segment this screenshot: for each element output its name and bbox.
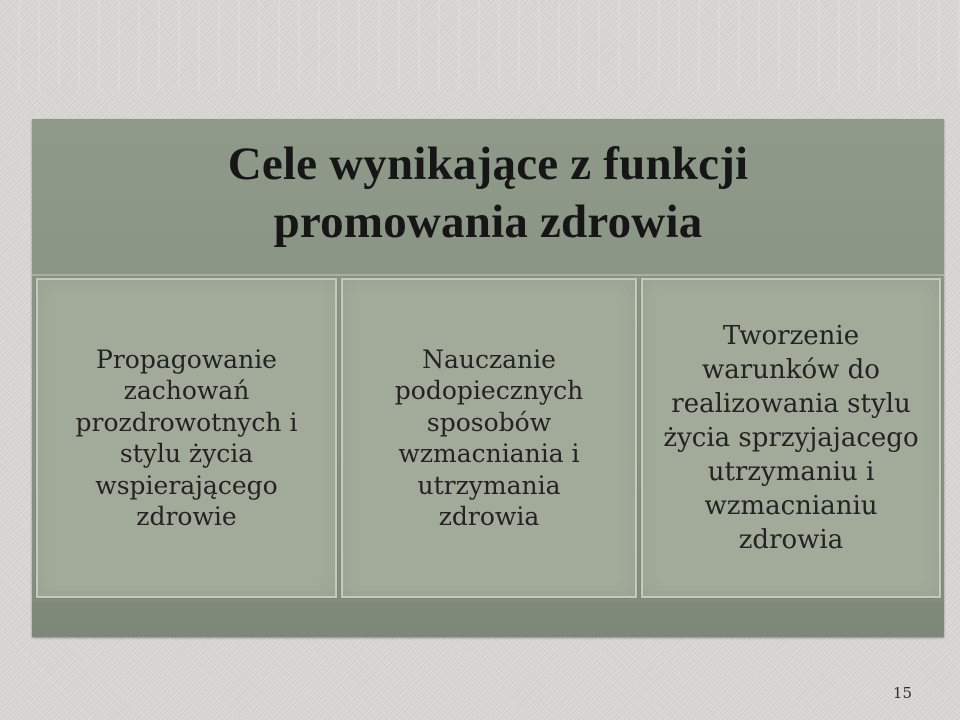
panel-bottom-band [32, 602, 944, 637]
background-texture-strip [0, 0, 960, 90]
slide-panel [32, 119, 944, 637]
slide-title: Cele wynikające z funkcji promowania zdrowia [227, 138, 749, 248]
page-number: 15 [892, 684, 912, 702]
goal-box-2-text: Nauczanie podopiecznych sposobów wzmacniania i utrzymania zdrowia [394, 344, 584, 531]
goal-box-1 [36, 278, 337, 598]
goal-box-2 [341, 278, 637, 598]
title-divider [32, 274, 944, 276]
goal-box-1-text: Propagowanie zachowań prozdrowotnych i stylu życia wspierającego zdrowie [75, 344, 298, 531]
goal-box-3 [641, 278, 941, 598]
goal-box-3-text: Tworzenie warunków do realizowania stylu życia sprzyjajacego utrzymaniu i wzmacnianiu zdrowia [663, 321, 919, 555]
